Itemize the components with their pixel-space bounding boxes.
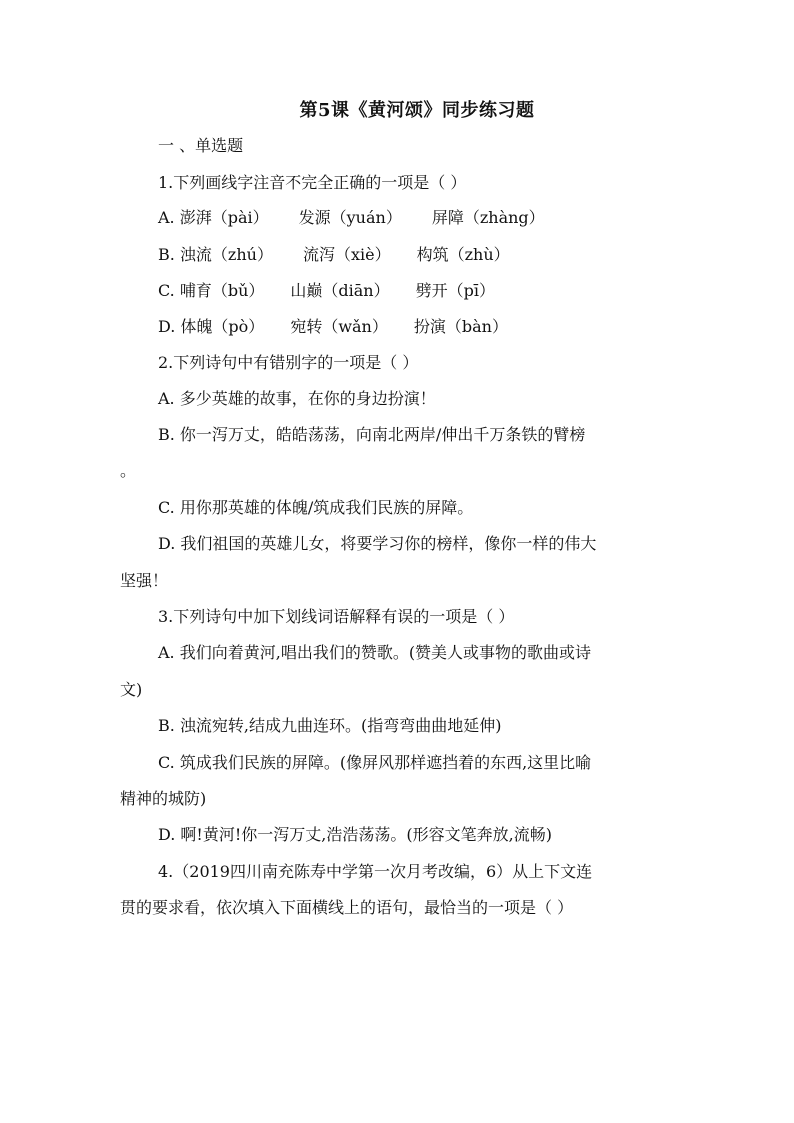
question-4-stem: 4.（2019四川南充陈寿中学第一次月考改编，6）从上下文连 xyxy=(158,862,593,881)
question-3-stem: 3.下列诗句中加下划线词语解释有误的一项是（ ） xyxy=(158,607,515,626)
question-2-option-c: C. 用你那英雄的体魄/筑成我们民族的屏障。 xyxy=(158,498,474,517)
option-a-item-2: 发源（yuán） xyxy=(298,208,402,227)
question-2-option-b: B. 你一泻万丈，皓皓荡荡，向南北两岸/伸出千万条铁的臂榜 xyxy=(158,425,586,444)
option-c-item-1: C. 哺育（bǔ） xyxy=(158,281,265,300)
question-2-option-b-cont: 。 xyxy=(120,461,137,480)
question-3-option-a: A. 我们向着黄河,唱出我们的赞歌。(赞美人或事物的歌曲或诗 xyxy=(158,643,592,662)
question-2-option-d-cont: 坚强！ xyxy=(120,571,169,590)
option-a-item-3: 屏障（zhàng） xyxy=(431,208,545,227)
option-b-item-3: 构筑（zhù） xyxy=(416,245,510,264)
section-heading: 一 、单选题 xyxy=(158,136,244,155)
question-1-option-d xyxy=(158,316,508,338)
option-d-item-3: 扮演（bàn） xyxy=(413,317,508,336)
question-1-stem: 1.下列画线字注音不完全正确的一项是（ ） xyxy=(158,173,467,192)
option-a-item-1: A. 澎湃（pài） xyxy=(158,208,269,227)
option-b-item-1: B. 浊流（zhú） xyxy=(158,245,273,264)
question-2-stem: 2.下列诗句中有错别字的一项是（ ） xyxy=(158,353,419,372)
option-c-item-2: 山巅（diān） xyxy=(290,281,390,300)
question-3-option-c: C. 筑成我们民族的屏障。(像屏风那样遮挡着的东西,这里比喻 xyxy=(158,753,592,772)
question-2-option-d: D. 我们祖国的英雄儿女，将要学习你的榜样，像你一样的伟大 xyxy=(158,534,597,553)
question-1-option-b xyxy=(158,244,510,266)
page-title: 第5课《黄河颂》同步练习题 xyxy=(299,100,535,121)
question-2-option-a: A. 多少英雄的故事，在你的身边扮演！ xyxy=(158,389,436,408)
question-3-option-c-cont: 精神的城防) xyxy=(120,789,207,808)
question-4-stem-cont: 贯的要求看，依次填入下面横线上的语句，最恰当的一项是（ ） xyxy=(120,898,574,917)
option-b-item-2: 流泻（xiè） xyxy=(302,245,391,264)
option-d-item-2: 宛转（wǎn） xyxy=(290,317,388,336)
question-1-option-a xyxy=(158,207,545,229)
option-d-item-1: D. 体魄（pò） xyxy=(158,317,265,336)
question-3-option-d: D. 啊!黄河!你一泻万丈,浩浩荡荡。(形容文笔奔放,流畅) xyxy=(158,825,552,844)
question-1-option-c xyxy=(158,280,495,302)
option-c-item-3: 劈开（pī） xyxy=(415,281,495,300)
question-3-option-b: B. 浊流宛转,结成九曲连环。(指弯弯曲曲地延伸) xyxy=(158,716,502,735)
question-3-option-a-cont: 文) xyxy=(120,680,143,699)
